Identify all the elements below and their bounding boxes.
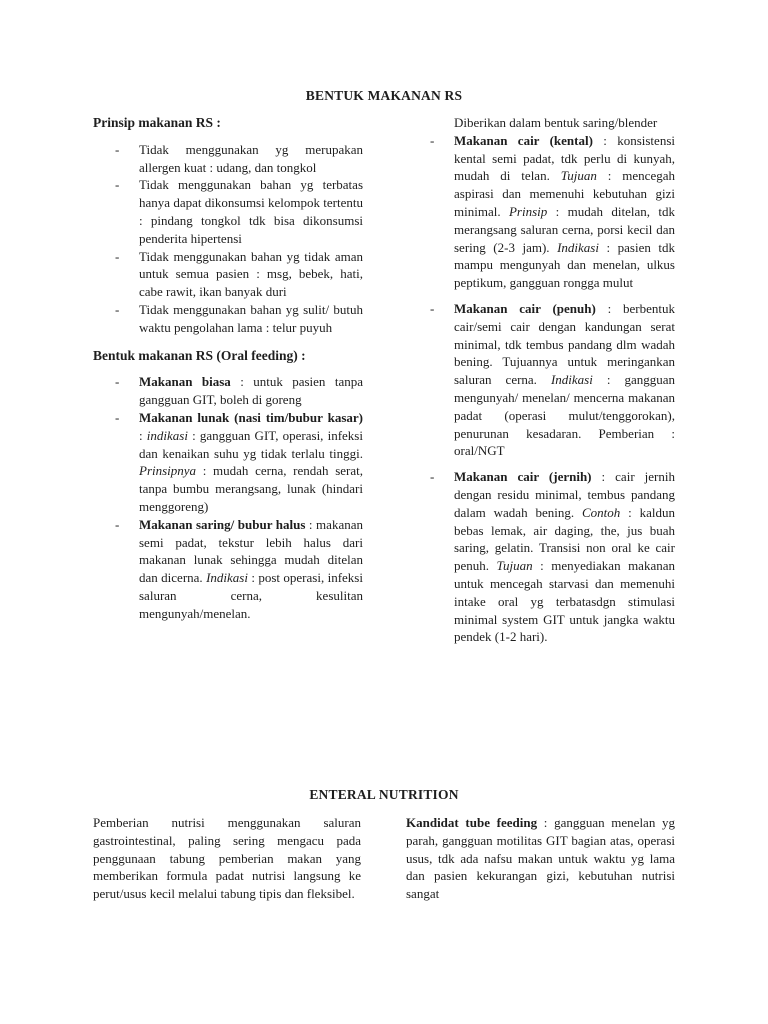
saring-continuation: Diberikan dalam bentuk saring/blender bbox=[454, 115, 658, 130]
indikasi-label: Indikasi bbox=[557, 239, 599, 255]
list-item: - Tidak menggunakan yg merupakan allergen kuat : udang, dan tongkol bbox=[93, 141, 363, 177]
prinsip-label: Prinsipnya bbox=[139, 463, 197, 479]
kandidat-label: Kandidat tube feeding bbox=[406, 815, 538, 830]
prinsip-text: : mudah cerna, rendah serat, tanpa bumbu merangsang, lunak (hindari menggoreng) bbox=[139, 463, 363, 514]
list-item-makanan-cair-jernih bbox=[430, 468, 675, 646]
prinsip-text: : mudah ditelan, tdk merangsang saluran cerna, porsi kecil dan sering (2-3 jam). bbox=[454, 203, 675, 255]
item-text: : berbentuk cair/semi cair dengan kandungan serat minimal, tdk tembus pandang dlm wadah bening. Tujuannya untuk meringankan saluran cerna. bbox=[454, 300, 675, 388]
tujuan-label: Tujuan bbox=[496, 558, 533, 574]
indikasi-text: : pasien tdk mampu mengunyah dan menelan, ulkus peptikum, gangguan rongga mulut bbox=[454, 239, 675, 291]
enteral-definition: Pemberian nutrisi menggunakan saluran gastrointestinal, paling sering mengacu pada penggunaan tabung pemberian makan yang memberikan formula padat nutrisi langsung ke perut/usus kecil melalui tabung tipis dan fleksibel. bbox=[93, 815, 361, 902]
item-text: : konsistensi kental semi padat, tdk perlu di kunyah, mudah di telan. bbox=[454, 132, 675, 184]
prinsip-list bbox=[93, 141, 363, 337]
bentuk-heading: Bentuk makanan RS (Oral feeding) : bbox=[93, 347, 306, 363]
prinsip-heading: Prinsip makanan RS : bbox=[93, 115, 221, 130]
contoh-text: : kaldun bebas lemak, air daging, the, jus buah saring, gelatin. Transisi non oral ke cair penuh. bbox=[454, 504, 675, 574]
tujuan-text: : mencegah aspirasi dan memenuhi kebutuhan gizi minimal. bbox=[454, 168, 675, 219]
item-label: Makanan cair (kental) bbox=[454, 132, 593, 148]
list-item-makanan-biasa bbox=[93, 373, 363, 409]
indikasi-text: : post operasi, infeksi saluran cerna, kesulitan mengunyah/menelan. bbox=[139, 570, 363, 621]
list-item-makanan-cair-kental bbox=[430, 132, 675, 292]
kandidat-text: : gangguan menelan yg parah, gangguan motilitas GIT bagian atas, operasi usus, tdk ada nafsu makan untuk waktu yg lama dan pasien kekurangan gizi, kebutuhan nutrisi sangat bbox=[406, 815, 676, 902]
indikasi-label: Indikasi bbox=[550, 372, 593, 388]
item-separator: : bbox=[139, 427, 147, 443]
indikasi-label: indikasi bbox=[146, 427, 188, 443]
item-text: : untuk pasien tanpa gangguan GIT, boleh di goreng bbox=[139, 374, 363, 408]
list-item: - Tidak menggunakan bahan yg tidak aman untuk semua pasien : msg, bebek, hati, cabe rawit, ikan banyak duri bbox=[93, 248, 363, 301]
section-title-enteral-nutrition: ENTERAL NUTRITION bbox=[309, 787, 459, 802]
item-text: : cair jernih dengan residu minimal, tembus pandang dalam wadah bening. bbox=[454, 469, 675, 520]
contoh-label: Contoh bbox=[581, 504, 621, 520]
list-item-makanan-cair-penuh bbox=[430, 300, 675, 460]
list-item: - Tidak menggunakan bahan yg sulit/ butuh waktu pengolahan lama : telur puyuh bbox=[93, 301, 363, 337]
list-item-makanan-lunak bbox=[93, 409, 363, 516]
section-title-bentuk-makanan: BENTUK MAKANAN RS bbox=[305, 88, 463, 103]
tujuan-text: : menyediakan makanan untuk mencegah starvasi dan memenuhi intake oral yg terbatasdgn stimulasi minimal system GIT untuk jangka waktu pendek (1-2 hari). bbox=[454, 558, 675, 645]
tujuan-label: Tujuan bbox=[560, 168, 597, 184]
right-column bbox=[430, 114, 675, 646]
indikasi-text: : gangguan GIT, operasi, infeksi dan kenaikan suhu yg tidak terlalu tinggi. bbox=[139, 427, 363, 461]
item-label: Makanan saring/ bubur halus bbox=[139, 516, 306, 532]
indikasi-text: : gangguan mengunyah/ menelan/ mencerna makanan padat (operasi mulut/tenggorokan), penurunan kesadaran. Pemberian : oral/NGT bbox=[454, 372, 675, 459]
bentuk-list bbox=[93, 373, 363, 622]
item-label: Makanan cair (penuh) bbox=[454, 300, 596, 316]
item-label: Makanan biasa bbox=[139, 374, 231, 390]
list-item-makanan-saring bbox=[93, 516, 363, 623]
kandidat-paragraph bbox=[406, 814, 675, 903]
item-label: Makanan cair (jernih) bbox=[454, 469, 592, 485]
item-text: : makanan semi padat, tekstur lebih halus dari makanan lunak sehingga mudah ditelan dan dicerna. bbox=[139, 516, 363, 586]
item-label: Makanan lunak (nasi tim/bubur kasar) bbox=[139, 409, 363, 425]
indikasi-label: Indikasi bbox=[206, 570, 248, 586]
prinsip-label: Prinsip bbox=[508, 203, 548, 219]
left-column bbox=[93, 114, 363, 623]
cair-list bbox=[430, 132, 675, 646]
list-item: - Tidak menggunakan bahan yg terbatas hanya dapat dikonsumsi kelompok tertentu : pindang tongkol tdk bisa dikonsumsi penderita hipertensi bbox=[93, 176, 363, 247]
